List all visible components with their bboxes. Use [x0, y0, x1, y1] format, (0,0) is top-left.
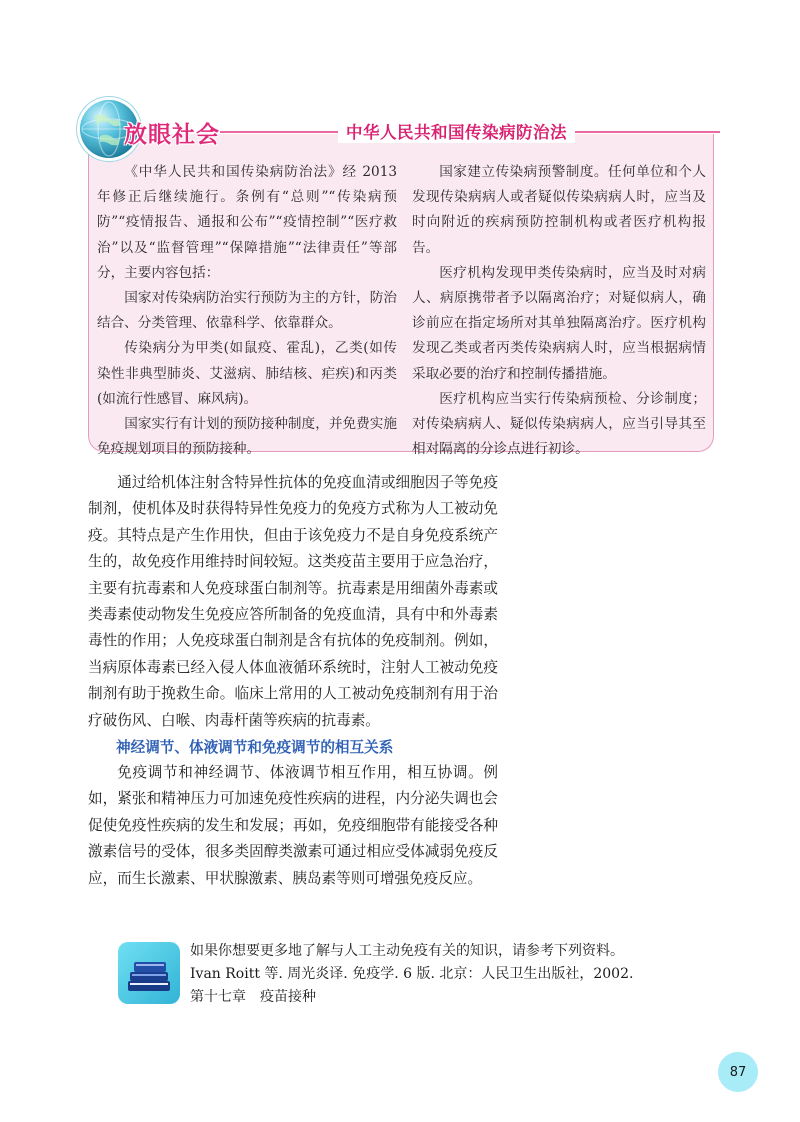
sidebar-paragraph: 国家实行有计划的预防接种制度，并免费实施免疫规划项目的预防接种。 — [97, 416, 397, 458]
main-text-2 — [88, 760, 498, 892]
sidebar-paragraph: 国家建立传染病预警制度。任何单位和个人发现传染病病人或者疑似传染病病人时，应当及时向附近的疾病预防控制机构或者医疗机构报告。 — [412, 164, 706, 256]
reading-chapter: 第十七章 疫苗接种 — [190, 989, 316, 1005]
section-brand: 放眼社会 — [124, 122, 220, 148]
sidebar-paragraph: 医疗机构应当实行传染病预检、分诊制度；对传染病病人、疑似传染病病人，应当引导其至相对隔离的分诊点进行初诊。 — [412, 390, 706, 458]
sidebar-title: 中华人民共和国传染病防治法 — [338, 119, 575, 143]
main-text — [88, 470, 498, 734]
sidebar-paragraph: 传染病分为甲类(如鼠疫、霍乱)，乙类(如传染性非典型肺炎、艾滋病、肺结核、疟疾)和丙类(如流行性感冒、麻风病)。 — [97, 340, 397, 407]
page-number: 87 — [718, 1052, 758, 1092]
book-icon — [118, 942, 180, 1004]
sidebar-right-column — [412, 160, 706, 462]
sidebar-paragraph: 《中华人民共和国传染病防治法》经 2013 年修正后继续施行。条例有“总则”“传染病预防”“疫情报告、通报和公布”“疫情控制”“医疗救治”以及“监督管理”“保障措施”“法律责任”等部分，主要内容包括： — [97, 164, 397, 281]
reading-intro: 如果你想要更多地了解与人工主动免疫有关的知识，请参考下列资料。 — [190, 943, 624, 959]
sidebar-left-column — [97, 160, 397, 462]
reading-note — [190, 940, 670, 1009]
body-paragraph: 免疫调节和神经调节、体液调节相互作用，相互协调。例如，紧张和精神压力可加速免疫性疾病的进程，内分泌失调也会促使免疫性疾病的发生和发展；再如，免疫细胞带有能接受各种激素信号的受体，很多类固醇类激素可通过相应受体减弱免疫反应，而生长激素、甲状腺激素、胰岛素等则可增强免疫反应。 — [88, 764, 498, 887]
sidebar-header — [80, 100, 720, 160]
section-heading: 神经调节、体液调节和免疫调节的相互关系 — [116, 739, 394, 756]
reading-reference: Ivan Roitt 等. 周光炎译. 免疫学. 6 版. 北京：人民卫生出版社，2002. — [190, 966, 634, 982]
books-stack-icon — [118, 942, 180, 1004]
body-paragraph: 通过给机体注射含特异性抗体的免疫血清或细胞因子等免疫制剂，使机体及时获得特异性免疫力的免疫方式称为人工被动免疫。其特点是产生作用快，但由于该免疫力不是自身免疫系统产生的，故免疫作用维持时间较短。这类疫苗主要用于应急治疗，主要有抗毒素和人免疫球蛋白制剂等。抗毒素是用细菌外毒素或类毒素使动物发生免疫应答所制备的免疫血清，具有中和外毒素毒性的作用；人免疫球蛋白制剂是含有抗体的免疫制剂。例如，当病原体毒素已经入侵人体血液循环系统时，注射人工被动免疫制剂有助于挽救生命。临床上常用的人工被动免疫制剂有用于治疗破伤风、白喉、肉毒杆菌等疾病的抗毒素。 — [88, 474, 498, 729]
sidebar-paragraph: 医疗机构发现甲类传染病时，应当及时对病人、病原携带者予以隔离治疗；对疑似病人，确诊前应在指定场所对其单独隔离治疗。医疗机构发现乙类或者丙类传染病病人时，应当根据病情采取必要的治疗和控制传播措施。 — [412, 264, 706, 382]
sidebar-paragraph: 国家对传染病防治实行预防为主的方针，防治结合、分类管理、依靠科学、依靠群众。 — [97, 290, 397, 332]
